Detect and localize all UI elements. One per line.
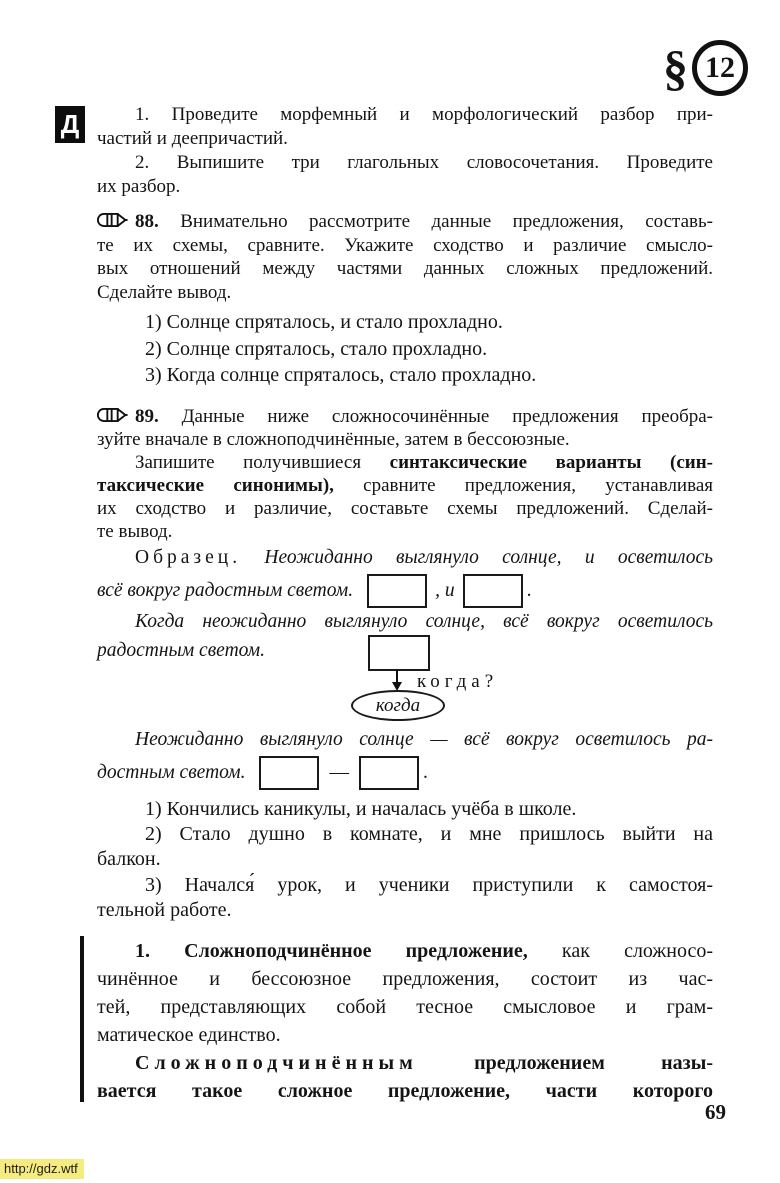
- rule-line: чинённое и бессоюзное предложения, состоит из час-: [97, 968, 713, 990]
- scheme-oval-conjunction: когда: [351, 690, 445, 721]
- rule-line: тей, представляющих собой тесное смысловое и грам-: [97, 996, 713, 1018]
- rule-line: вается такое сложное предложение, части которого: [97, 1080, 713, 1102]
- text-line: их сходство и различие, составьте схемы предложений. Сделай-: [97, 498, 713, 519]
- text-line: их разбор.: [97, 176, 181, 197]
- section-header: [663, 40, 748, 96]
- scheme-box: [367, 574, 427, 608]
- scheme-period: .: [526, 580, 532, 601]
- text-line: 2. Выпишите три глагольных словосочетания. Проведите: [135, 152, 713, 173]
- exercise-text: Внимательно рассмотрите данные предложения, составь-: [180, 211, 713, 232]
- bold-text-run: синтаксические варианты (син-: [389, 452, 713, 473]
- sentence-item: 1) Солнце спряталось, и стало прохладно.: [145, 311, 503, 333]
- sample-sentence: Когда неожиданно выглянуло солнце, всё вокруг осветилось: [135, 611, 713, 632]
- text-line: [97, 474, 713, 497]
- task-letter-marker: Д: [55, 106, 85, 143]
- exercise-number: 88.: [135, 211, 159, 232]
- bold-spaced-term: Сложноподчинённым: [135, 1052, 418, 1074]
- section-sign: §: [663, 40, 688, 96]
- exercise-88: [97, 210, 713, 304]
- exercise-89-sentences: [97, 797, 713, 923]
- scheme-asyndetic: [97, 754, 713, 792]
- section-number-circle: 12: [692, 40, 748, 96]
- text-run: как сложносо-: [527, 940, 713, 962]
- exercise-number: 89.: [135, 406, 159, 427]
- arrow-down-icon: [390, 669, 404, 691]
- scheme-connector: , и: [435, 580, 455, 601]
- text-run: сравните предложения, устанавливая: [333, 475, 713, 496]
- sentence-item: 2) Стало душно в комнате, и мне пришлось выйти на: [145, 823, 713, 846]
- scheme-box: [463, 574, 523, 608]
- bold-text-run: 1. Сложноподчинённое предложение,: [135, 940, 528, 962]
- sample-sentence: Неожиданно выглянуло солнце — всё вокруг осветилось ра-: [135, 729, 713, 750]
- text-line: частий и деепричастий.: [97, 128, 288, 149]
- scheme-box: [259, 756, 319, 790]
- sample-sentence: Неожиданно выглянуло солнце, и осветилось: [264, 547, 714, 568]
- sentence-item: 3) Начался́ урок, и ученики приступили к самостоя-: [145, 873, 713, 896]
- exercise-text: Данные ниже сложносочинённые предложения преобра-: [181, 406, 713, 427]
- rule-side-bar: [80, 936, 84, 1102]
- rule-line: [97, 1049, 713, 1077]
- text-line: [97, 451, 713, 474]
- exercise-first-line: [97, 210, 713, 234]
- scheme-box: [359, 756, 419, 790]
- sample-label: Образец.: [135, 547, 242, 568]
- exercise-first-line: [97, 405, 713, 428]
- sentence-item-continuation: балкон.: [97, 848, 161, 871]
- text-line: вых отношений между частями данных сложных предложений.: [97, 258, 713, 279]
- watermark-url: http://gdz.wtf: [0, 1159, 84, 1179]
- rule-block: [97, 937, 713, 1105]
- sentence-item: 3) Когда солнце спряталось, стало прохладно.: [145, 364, 537, 386]
- text-run: Запишите получившиеся: [135, 452, 390, 473]
- bold-text-run: предложением назы-: [417, 1052, 713, 1074]
- sentence-item: 2) Солнце спряталось, стало прохладно.: [145, 337, 488, 360]
- sample-label-line: [97, 546, 713, 570]
- pen-icon: [97, 406, 128, 424]
- sample-sentence: достным светом.: [97, 762, 246, 783]
- exercise-88-sentences: [97, 309, 713, 389]
- sentence-item: 1) Кончились каникулы, и началась учёба в школе.: [145, 798, 577, 820]
- text-line: зуйте вначале в сложноподчинённые, затем в бессоюзные.: [97, 429, 570, 450]
- intro-tasks: [97, 103, 713, 199]
- scheme-box: [368, 635, 430, 671]
- bold-text-run: таксические синонимы),: [97, 475, 334, 496]
- text-line: Сделайте вывод.: [97, 281, 232, 303]
- scheme-dash: —: [329, 762, 349, 783]
- page-number: 69: [705, 1100, 726, 1124]
- sample-sentence: всё вокруг радостным светом.: [97, 580, 354, 601]
- sentence-item-continuation: тельной работе.: [97, 898, 232, 921]
- text-line: 1. Проведите морфемный и морфологический разбор при-: [135, 104, 713, 125]
- text-line: те их схемы, сравните. Укажите сходство и различие смысло-: [97, 234, 713, 256]
- sample-block-2: [97, 728, 713, 792]
- rule-line: матическое единство.: [97, 1024, 281, 1046]
- text-line: те вывод.: [97, 521, 173, 542]
- scheme-period: .: [422, 762, 428, 783]
- sample-sentence: радостным светом.: [97, 640, 265, 661]
- pen-icon: [97, 211, 128, 229]
- scheme-compound: [97, 572, 713, 610]
- scheme-question-label: когда?: [417, 671, 499, 692]
- exercise-89: [97, 405, 713, 543]
- rule-line: [97, 937, 713, 965]
